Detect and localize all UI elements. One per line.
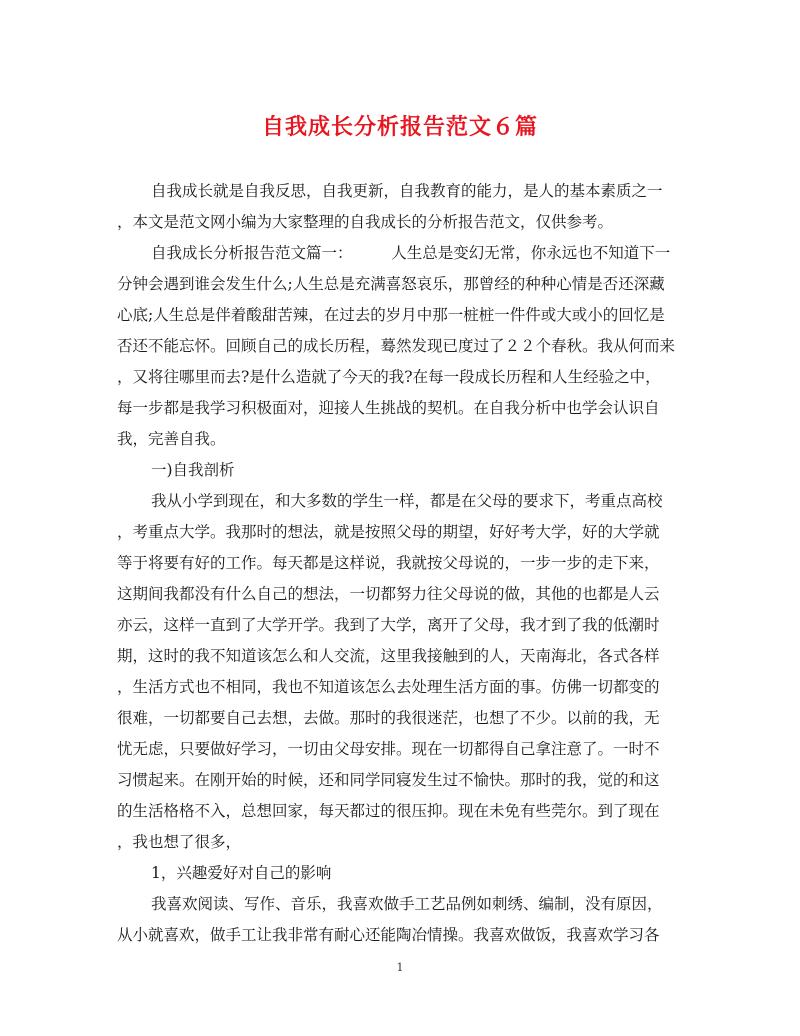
paragraph-line: 这期间我都没有什么自己的想法，一切都努力往父母说的做，其他的也都是人云 [117, 585, 660, 603]
paragraph-line: 很难，一切都要自己去想，去做。那时的我很迷茫，也想了不少。以前的我，无 [117, 709, 660, 727]
paragraph-line: 习惯起来。在刚开始的时候，还和同学同寝发生过不愉快。那时的我，觉的和这 [117, 771, 660, 789]
paragraph-line: 否还不能忘怀。回顾自己的成长历程，蓦然发现已度过了２２个春秋。我从何而来 [117, 337, 676, 355]
subsection-heading: 1，兴趣爱好对自己的影响 [151, 864, 332, 882]
paragraph-line: 忧无虑，只要做好学习，一切由父母安排。现在一切都得自己拿注意了。一时不 [117, 740, 660, 758]
paragraph-line: 我，完善自我。 [117, 430, 226, 448]
paragraph-line: 期，这时的我不知道该怎么和人交流，这里我接触到的人，天南海北，各式各样 [117, 647, 660, 665]
paragraph-line: ，我也想了很多， [117, 833, 242, 851]
paragraph-line: 心底;人生总是伴着酸甜苦辣，在过去的岁月中那一桩桩一件件或大或小的回忆是 [117, 306, 665, 324]
paragraph-line: 等于将要有好的工作。每天都是这样说，我就按父母说的，一步一步的走下来， [117, 554, 660, 572]
paragraph-line: 亦云，这样一直到了大学开学。我到了大学，离开了父母，我才到了我的低潮时 [117, 616, 660, 634]
paragraph-line: 自我成长就是自我反思，自我更新，自我教育的能力，是人的基本素质之一 [151, 182, 663, 200]
document-body [117, 176, 683, 951]
paragraph-line: 每一步都是我学习积极面对，迎接人生挑战的契机。在自我分析中也学会认识自 [117, 399, 660, 417]
section-heading: 一)自我剖析 [151, 461, 235, 479]
paragraph-line: ，生活方式也不相同，我也不知道该怎么去处理生活方面的事。仿佛一切都变的 [117, 678, 660, 696]
document-title: 自我成长分析报告范文６篇 [261, 114, 538, 140]
paragraph-line: ，本文是范文网小编为大家整理的自我成长的分析报告范文，仅供参考。 [117, 213, 614, 231]
paragraph-line: 自我成长分析报告范文篇一： 人生总是变幻无常，你永远也不知道下一 [151, 244, 671, 262]
page-number: 1 [396, 961, 404, 974]
paragraph-line: 分钟会遇到谁会发生什么;人生总是充满喜怒哀乐，那曾经的种种心情是否还深藏 [117, 275, 665, 293]
paragraph-line: 的生活格格不入，总想回家，每天都过的很压抑。现在未免有些莞尔。到了现在 [117, 802, 660, 820]
paragraph-line: 我从小学到现在，和大多数的学生一样，都是在父母的要求下，考重点高校 [151, 492, 663, 510]
paragraph-line: ，又将往哪里而去?是什么造就了今天的我?在每一段成长历程和人生经验之中， [117, 368, 661, 386]
paragraph-line: 我喜欢阅读、写作、音乐，我喜欢做手工艺品例如刺绣、编制，没有原因， [151, 895, 663, 913]
paragraph-line: 从小就喜欢，做手工让我非常有耐心还能陶冶情操。我喜欢做饭，我喜欢学习各 [117, 926, 660, 944]
paragraph-line: ，考重点大学。我那时的想法，就是按照父母的期望，好好考大学，好的大学就 [117, 523, 660, 541]
